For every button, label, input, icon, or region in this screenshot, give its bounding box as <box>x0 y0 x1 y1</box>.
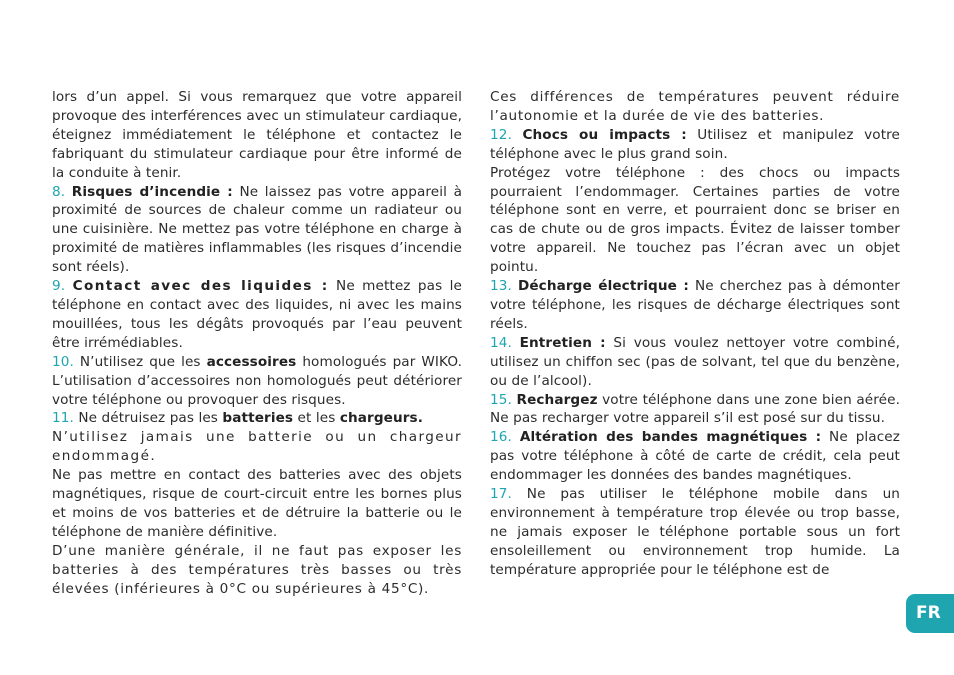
item-text: homologués par WIKO. L’utilisation d’accessoires non homologués peut détériorer votre téléphone ou provoquer des risques. <box>52 353 462 408</box>
left-column <box>52 88 462 598</box>
item-8 <box>52 183 462 278</box>
item-number: 16. <box>490 429 512 446</box>
item-number: 11. <box>52 410 74 427</box>
item-number: 14. <box>490 334 512 351</box>
item-text-mid: et les <box>293 410 340 427</box>
paragraph-battery-damaged: N’utilisez jamais une batterie ou un chargeur endommagé. <box>52 429 462 465</box>
item-17 <box>490 485 900 580</box>
item-title: Rechargez <box>516 391 598 408</box>
item-title: Risques d’incendie : <box>71 183 233 200</box>
item-text: Utilisez et manipulez votre téléphone avec le plus grand soin. <box>490 126 900 162</box>
item-number: 10. <box>52 353 74 370</box>
item-text: Si vous voulez nettoyer votre combiné, utilisez un chiffon sec (pas de solvant, tel que du benzène, ou de l’alcool). <box>490 334 900 389</box>
paragraph-temperature: D’une manière générale, il ne faut pas exposer les batteries à des températures très basses ou très élevées (inférieures à 0°C ou supérieures à 45°C). <box>52 542 462 597</box>
item-text: Ne cherchez pas à démonter votre téléphone, les risques de décharge électriques sont réels. <box>490 278 900 332</box>
item-title: Entretien : <box>519 334 606 351</box>
item-9 <box>52 277 462 353</box>
item-text: Ne placez pas votre téléphone à côté de carte de crédit, cela peut endommager les données des bandes magnétiques. <box>490 429 901 484</box>
item-number: 12. <box>490 126 512 143</box>
item-number: 8. <box>52 183 66 200</box>
item-15 <box>490 391 900 429</box>
item-12 <box>490 126 900 164</box>
paragraph-temperature-diff: Ces différences de températures peuvent réduire l’autonomie et la durée de vie des batteries. <box>490 89 900 124</box>
paragraph-pacemaker: lors d’un appel. Si vous remarquez que votre appareil provoque des interférences avec un stimulateur cardiaque, éteignez immédiatement le téléphone et contactez le fabriquant du stimulateur cardiaque pour être informé de la conduite à tenir. <box>52 89 462 181</box>
item-title: Décharge électrique : <box>517 278 689 295</box>
item-text: Ne pas utiliser le téléphone mobile dans un environnement à température trop élevée ou trop basse, ne jamais exposer le téléphone portable sous un fort ensoleillement ou environnement trop humide. La température appropriée pour le téléphone est de <box>490 486 900 578</box>
item-title: Altération des bandes magnétiques : <box>519 429 822 446</box>
item-title: Contact avec des liquides : <box>72 278 329 295</box>
item-text-pre: Ne détruisez pas les <box>73 410 223 427</box>
item-keyword: batteries <box>222 410 294 427</box>
item-number: 17. <box>490 486 512 503</box>
paragraph-protect: Protégez votre téléphone : des chocs ou impacts pourraient l’endommager. Certaines parties de votre téléphone sont en verre, et pourraient donc se briser en cas de chute ou de gros impacts. Évitez de laisser tomber votre appareil. Ne touchez pas l’écran avec un objet pointu. <box>490 164 900 276</box>
item-16 <box>490 428 900 485</box>
paragraph-magnetic: Ne pas mettre en contact des batteries avec des objets magnétiques, risque de court-circuit entre les bornes plus et moins de vos batteries et de détruire la batterie ou le téléphone de manière définitive. <box>52 467 462 540</box>
item-14 <box>490 334 900 391</box>
item-number: 9. <box>52 278 66 295</box>
item-title: Chocs ou impacts : <box>522 126 687 143</box>
item-keyword: chargeurs. <box>339 410 424 427</box>
item-number: 15. <box>490 391 512 408</box>
right-column <box>490 88 900 580</box>
item-text-pre: N’utilisez que les <box>73 353 207 370</box>
item-number: 13. <box>490 278 512 295</box>
language-tab: FR <box>906 594 954 633</box>
item-text: votre téléphone dans une zone bien aérée. Ne pas recharger votre appareil s’il est posé sur du tissu. <box>490 391 901 427</box>
item-10 <box>52 353 462 410</box>
item-13 <box>490 277 900 334</box>
item-text: Ne laissez pas votre appareil à proximité de sources de chaleur comme un radiateur ou une cuisinière. Ne mettez pas votre téléphone en charge à proximité de matières inflammables (les risques d’incendie sont réels). <box>52 183 463 276</box>
item-text: Ne mettez pas le téléphone en contact avec des liquides, ni avec les mains mouillées, tous les dégâts provoqués par l’eau peuvent être irrémédiables. <box>52 278 463 351</box>
item-keyword: accessoires <box>206 353 297 370</box>
item-11 <box>52 409 462 428</box>
